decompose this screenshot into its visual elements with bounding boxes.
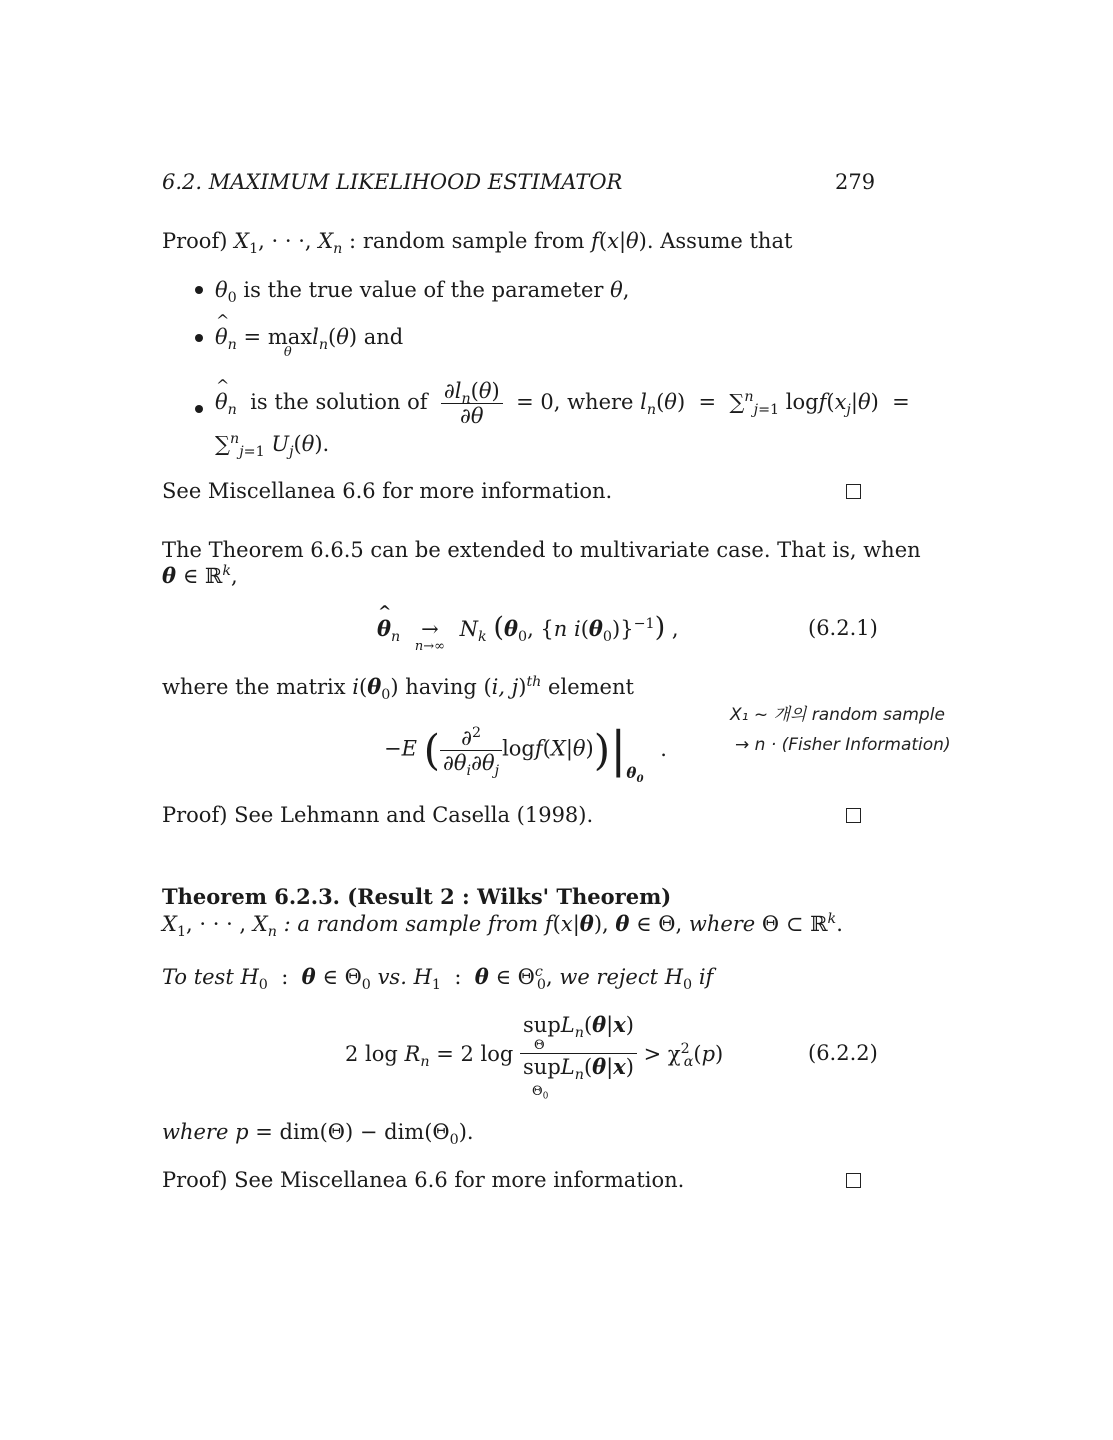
bullet-2-marker — [195, 334, 203, 342]
see-miscellanea-2: Proof) See Miscellanea 6.6 for more information. — [162, 1168, 685, 1192]
bullet-3-continuation: ∑$^n_{j=1}$ $U_j(\theta)$. — [215, 431, 330, 461]
running-header-title: 6.2. MAXIMUM LIKELIHOOD ESTIMATOR — [162, 170, 623, 194]
equation-6-2-2: 2 $\log R_n = 2$ log supL$_n$(θ|x) Θ supL$_n$(θ|x) $\Theta_0$ > $\chi^2_\alpha(p)$ — [345, 1012, 724, 1102]
qed-box-3 — [846, 1173, 861, 1188]
equation-6-2-1: ^ $\theta_n$ → n→∞ $N_k$ ($\theta_0$, {n $i(\theta_0)\}^{-1}$) , — [377, 612, 679, 643]
proof-lehmann: Proof) See Lehmann and Casella (1998). — [162, 803, 594, 827]
extension-condition: θ ∈ ℝ$^k$, — [162, 563, 238, 588]
handwritten-note-line-1: X₁ ~ 개의 random sample — [730, 705, 945, 725]
proof-intro: Proof) $X_1$, · · ·, $X_n$ : random sample from f(x|θ). Assume that — [162, 229, 793, 258]
qed-box-2 — [846, 808, 861, 823]
bullet-2: ^ $\theta_n = \max$ θ $l_n(\theta)$ and — [215, 325, 403, 349]
equation-label-6-2-2: (6.2.2) — [808, 1041, 878, 1065]
where-p: where $p = dim(\Theta) - dim(\Theta_0)$. — [162, 1120, 474, 1149]
theorem-heading: Theorem 6.2.3. (Result 2 : Wilks' Theorem) — [162, 884, 672, 909]
equation-label-6-2-1: (6.2.1) — [808, 616, 878, 640]
see-miscellanea-1: See Miscellanea 6.6 for more information. — [162, 479, 613, 503]
fisher-expression: −E ( $\frac{\partial^2}{\partial\theta_i\partial\theta_j}$ $\log f(X|\theta))|_{\theta_0}$ . — [384, 722, 667, 785]
bullet-1: $\theta_0$ is the true value of the parameter θ, — [215, 278, 630, 307]
matrix-text: where the matrix $i(\theta_0)$ having (i, j)$^{th}$ element — [162, 674, 634, 704]
qed-box-1 — [846, 484, 861, 499]
bullet-3: ^ $\theta_n$ is the solution of $\frac{\partial l_n(\theta)}{\partial\theta}$ = 0, where $l_n(\theta) = \sum^n_{j=1}$ $\log f(x_j|\theta)$ = — [215, 379, 910, 428]
bullet-1-marker — [195, 286, 203, 294]
handwritten-note-line-2: → n · (Fisher Information) — [735, 735, 951, 755]
page-number: 279 — [835, 170, 876, 194]
extension-text: The Theorem 6.6.5 can be extended to multivariate case. That is, when — [162, 538, 921, 562]
theorem-statement: $X_1$, · · · , $X_n$ : a random sample from f(x|θ), θ ∈ Θ, where Θ ⊂ ℝ$^k$. — [162, 911, 843, 941]
theorem-test: To test $H_0$ : θ ∈ $\Theta_0$ vs. $H_1$ : θ ∈ $\Theta^c_0$, we reject $H_0$ if — [162, 964, 714, 994]
bullet-3-marker — [195, 405, 203, 413]
